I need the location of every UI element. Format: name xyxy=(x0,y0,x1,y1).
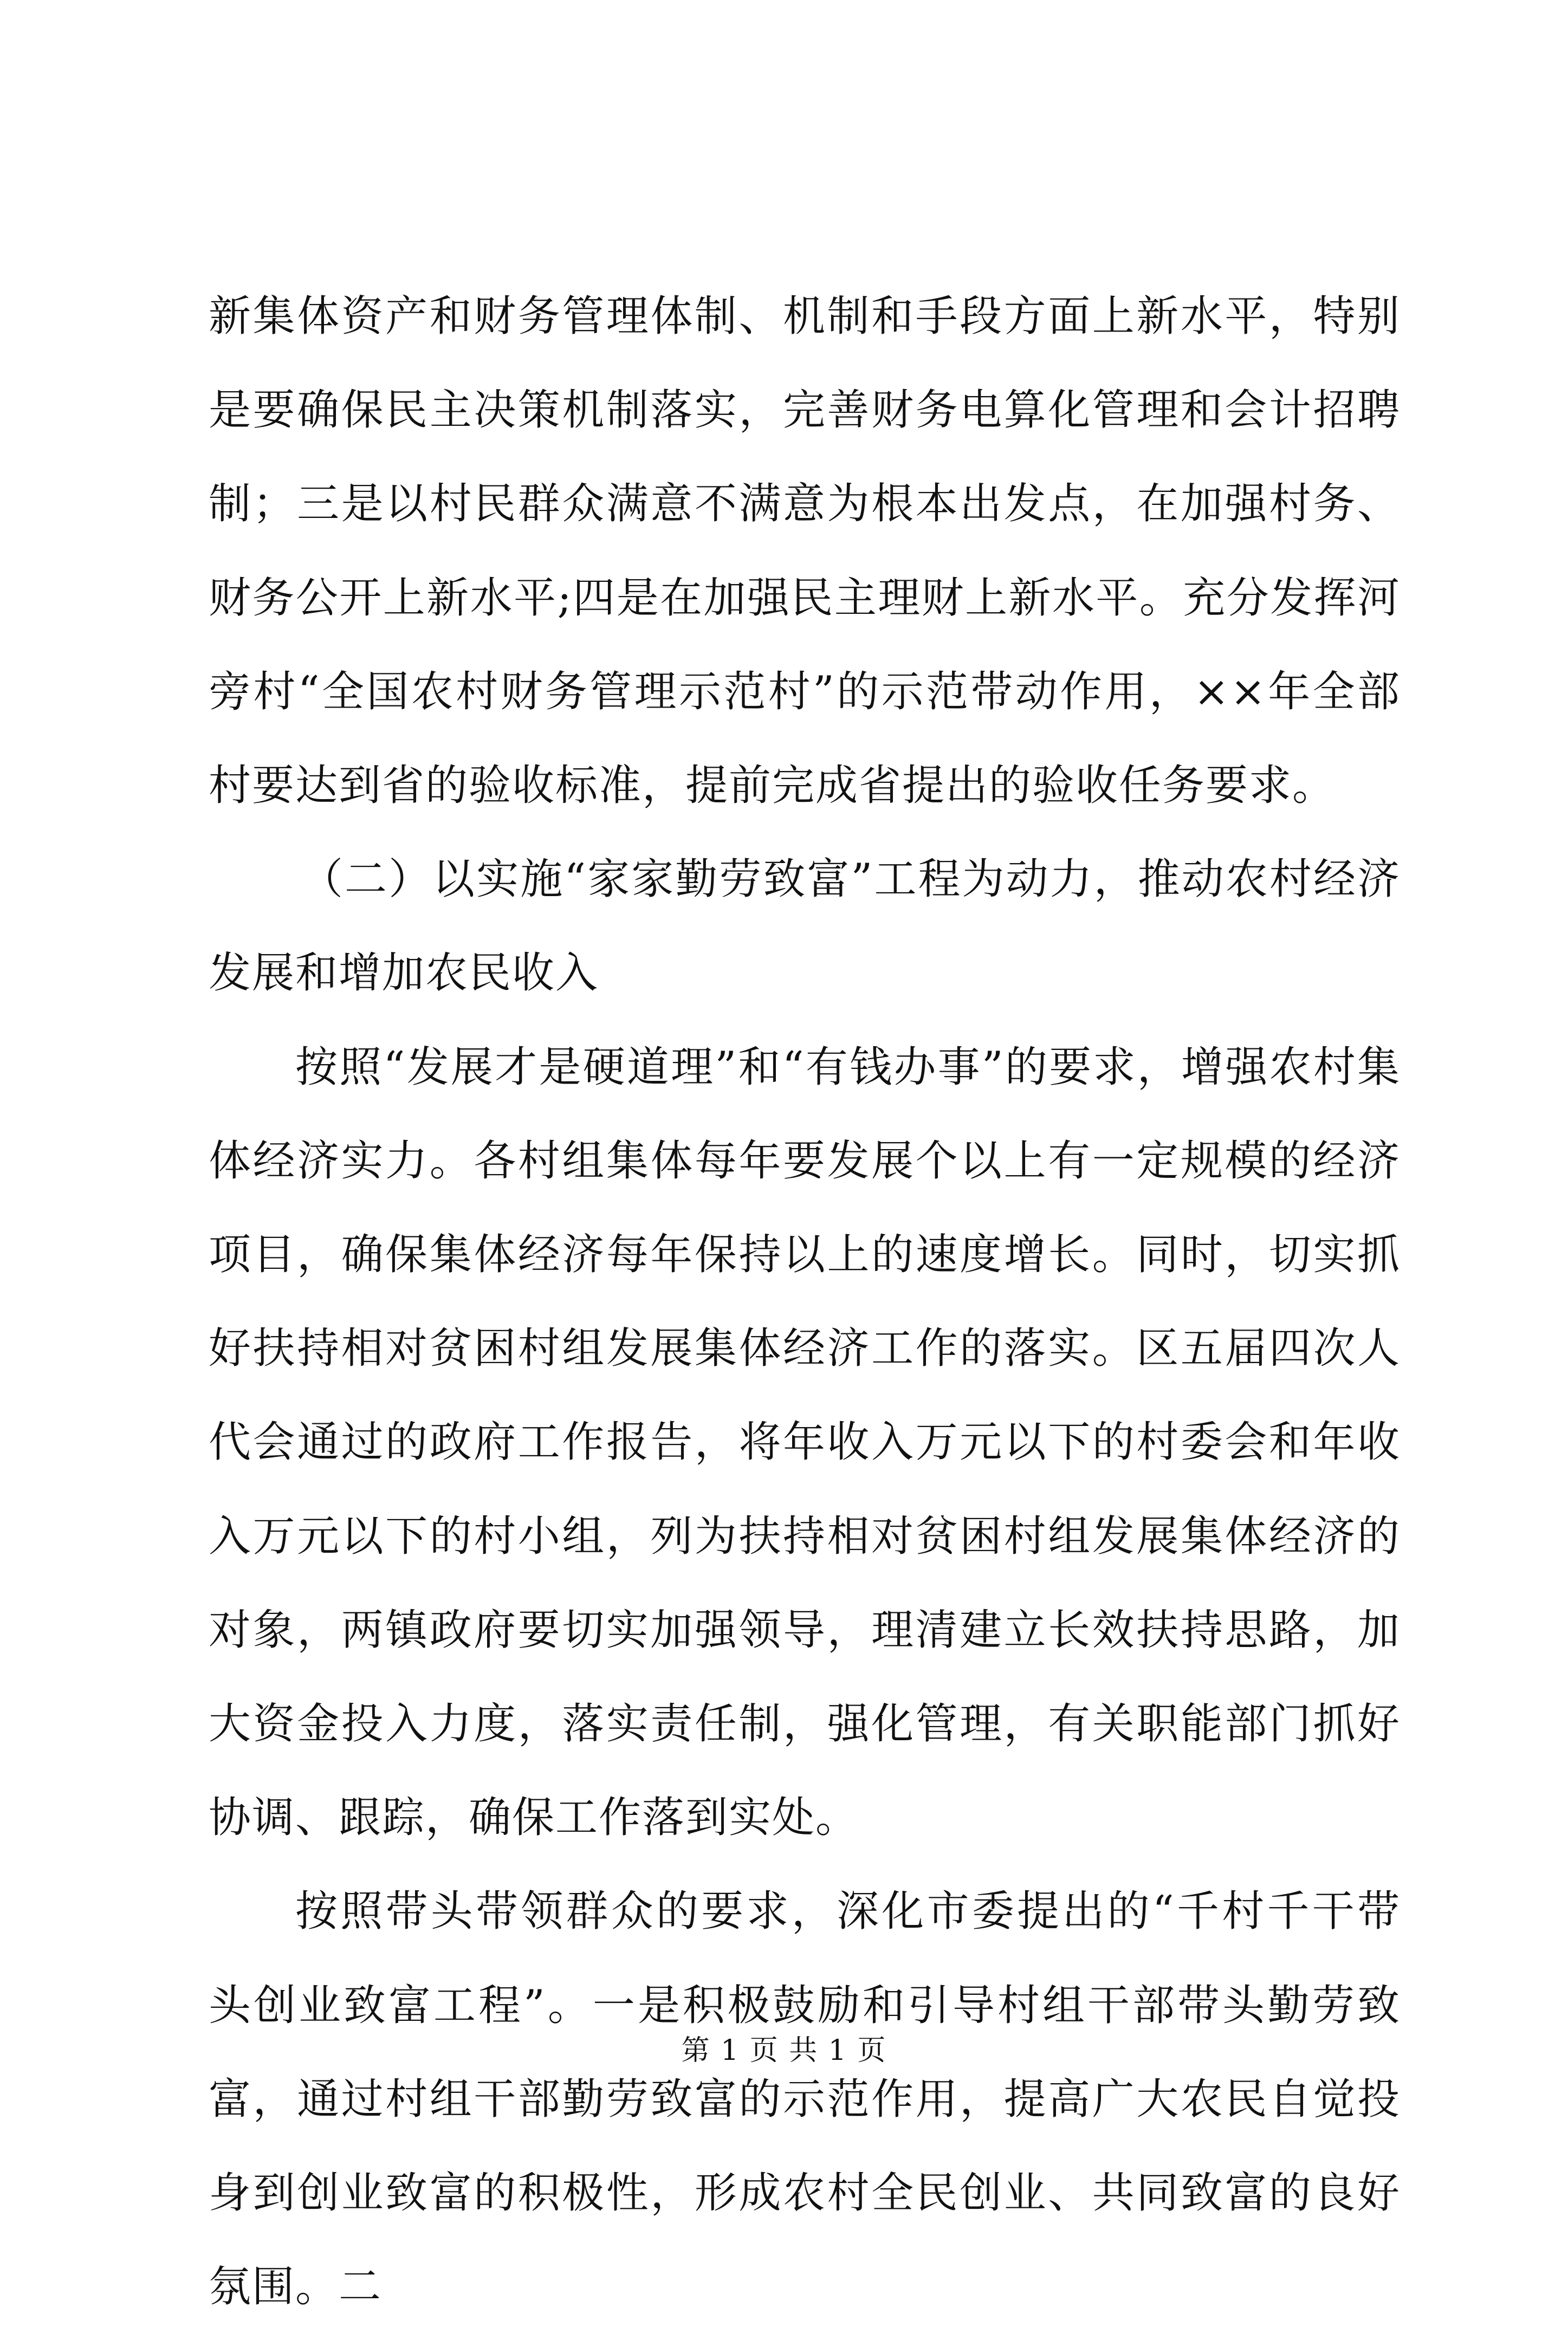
page-footer: 第 1 页 共 1 页 xyxy=(681,2034,887,2067)
document-body xyxy=(209,270,1401,2334)
paragraph-continuation: 新集体资产和财务管理体制、机制和手段方面上新水平，特别是要确保民主决策机制落实，完善财务电算化管理和会计招聘制；三是以村民群众满意不满意为根本出发点，在加强村务、财务公开上新水平;四是在加强民主理财上新水平。充分发挥河旁村“全国农村财务管理示范村”的示范带动作用，××年全部村要达到省的验收标准，提前完成省提出的验收任务要求。 xyxy=(209,292,1401,811)
paragraph: 按照“发展才是硬道理”和“有钱办事”的要求，增强农村集体经济实力。各村组集体每年要发展个以上有一定规模的经济项目，确保集体经济每年保持以上的速度增长。同时，切实抓好扶持相对贫困村组发展集体经济工作的落实。区五届四次人代会通过的政府工作报告，将年收入万元以下的村委会和年收入万元以下的村小组，列为扶持相对贫困村组发展集体经济的对象，两镇政府要切实加强领导，理清建立长效扶持思路，加大资金投入力度，落实责任制，强化管理，有关职能部门抓好协调、跟踪，确保工作落到实处。 xyxy=(209,1042,1401,1843)
paragraph: 按照带头带领群众的要求，深化市委提出的“千村千干带头创业致富工程”。一是积极鼓励和引导村组干部带头勤劳致富，通过村组干部勤劳致富的示范作用，提高广大农民自觉投身到创业致富的积极性，形成农村全民创业、共同致富的良好氛围。二 xyxy=(209,1887,1401,2312)
section-heading: （二）以实施“家家勤劳致富”工程为动力，推动农村经济发展和增加农民收入 xyxy=(209,855,1401,998)
